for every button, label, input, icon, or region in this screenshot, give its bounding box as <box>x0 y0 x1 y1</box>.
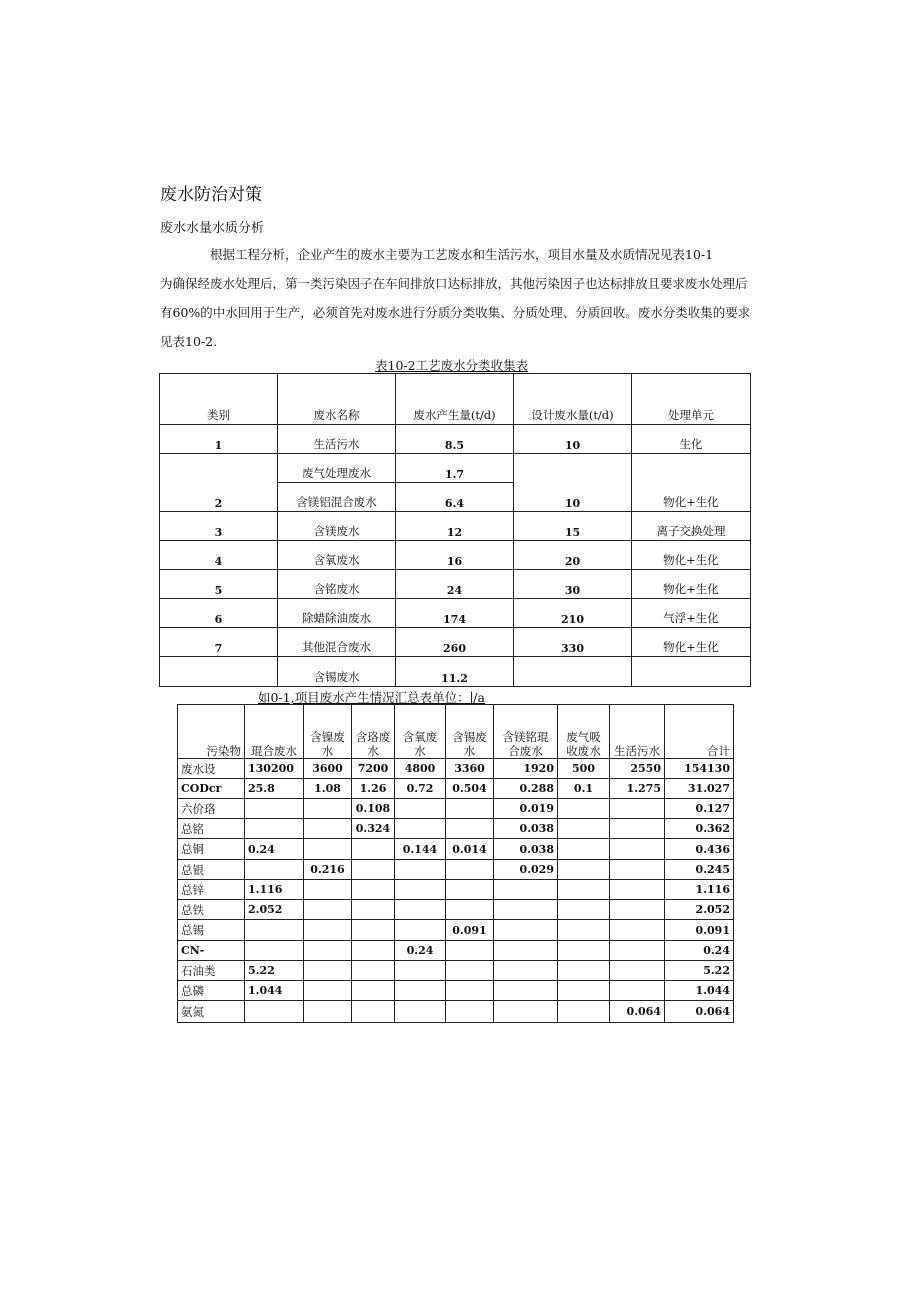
value-cell <box>304 1001 352 1023</box>
value-cell <box>610 819 665 839</box>
value-cell <box>610 920 665 941</box>
value-cell: 1.044 <box>665 981 734 1001</box>
value-cell: 5.22 <box>665 961 734 981</box>
category-cell: 2 <box>160 454 278 512</box>
value-cell <box>245 1001 304 1023</box>
value-cell <box>446 981 494 1001</box>
value-cell: 2.052 <box>665 900 734 920</box>
header-cell: 废水产生量(t/d) <box>396 374 514 425</box>
value-cell <box>446 941 494 961</box>
value-cell: 1.116 <box>245 880 304 900</box>
pollutant-cell: 总铜 <box>178 839 245 860</box>
wastewater-classification-table <box>159 373 751 687</box>
value-cell <box>245 920 304 941</box>
value-cell <box>245 941 304 961</box>
value-cell: 0.144 <box>395 839 446 860</box>
design-cell: 15 <box>514 512 632 541</box>
value-cell: 1.116 <box>665 880 734 900</box>
table-row <box>178 759 734 779</box>
design-cell: 10 <box>514 425 632 454</box>
header-cell: 含氧废水 <box>395 705 446 759</box>
value-cell <box>558 860 610 880</box>
value-cell <box>494 961 558 981</box>
wastewater-summary-table <box>177 704 734 1023</box>
paragraph-line: 为确保经废水处理后，第一类污染因子在车间排放口达标排放，其他污染因子也达标排放且要求废水处理后 <box>160 276 748 291</box>
value-cell <box>304 920 352 941</box>
value-cell <box>395 880 446 900</box>
table-row <box>178 920 734 941</box>
pollutant-cell: 总锡 <box>178 920 245 941</box>
unit-cell: 物化+生化 <box>632 628 751 657</box>
value-cell <box>395 900 446 920</box>
value-cell: 0.362 <box>665 819 734 839</box>
value-cell <box>610 880 665 900</box>
value-cell <box>352 920 395 941</box>
table2-caption: 如0-1,项目废水产生情况汇总表单位：∣/a <box>258 690 485 705</box>
value-cell: 5.22 <box>245 961 304 981</box>
table-row <box>160 628 751 657</box>
value-cell <box>245 819 304 839</box>
category-cell <box>160 657 278 687</box>
value-cell <box>610 941 665 961</box>
value-cell: 2550 <box>610 759 665 779</box>
value-cell <box>558 799 610 819</box>
value-cell <box>304 839 352 860</box>
production-cell: 11.2 <box>396 657 514 687</box>
name-cell: 生活污水 <box>278 425 396 454</box>
production-cell: 260 <box>396 628 514 657</box>
pollutant-cell: 六价珞 <box>178 799 245 819</box>
value-cell: 0.029 <box>494 860 558 880</box>
value-cell <box>304 981 352 1001</box>
value-cell <box>352 880 395 900</box>
value-cell <box>352 839 395 860</box>
value-cell <box>610 981 665 1001</box>
value-cell: 0.216 <box>304 860 352 880</box>
category-cell: 6 <box>160 599 278 628</box>
production-cell: 6.4 <box>396 483 514 512</box>
value-cell <box>352 941 395 961</box>
value-cell <box>352 1001 395 1023</box>
value-cell: 0.24 <box>395 941 446 961</box>
header-cell: 生活污水 <box>610 705 665 759</box>
value-cell: 0.245 <box>665 860 734 880</box>
pollutant-cell: 总铁 <box>178 900 245 920</box>
value-cell: 31.027 <box>665 779 734 799</box>
table-row <box>178 819 734 839</box>
value-cell <box>558 839 610 860</box>
name-cell: 含铭废水 <box>278 570 396 599</box>
value-cell <box>395 860 446 880</box>
value-cell <box>558 961 610 981</box>
value-cell: 3600 <box>304 759 352 779</box>
design-cell: 330 <box>514 628 632 657</box>
production-cell: 1.7 <box>396 454 514 483</box>
production-cell: 8.5 <box>396 425 514 454</box>
paragraph-line: 根据工程分析，企业产生的废水主要为工艺废水和生活污水，项目水量及水质情况见表10-1 <box>210 247 714 262</box>
value-cell <box>610 900 665 920</box>
value-cell <box>494 900 558 920</box>
unit-cell <box>632 657 751 687</box>
section-subheading: 废水水量水质分析 <box>160 221 265 236</box>
design-cell <box>514 657 632 687</box>
value-cell <box>395 819 446 839</box>
value-cell <box>610 799 665 819</box>
header-cell: 含珞废水 <box>352 705 395 759</box>
value-cell <box>395 920 446 941</box>
value-cell <box>446 860 494 880</box>
value-cell: 0.24 <box>245 839 304 860</box>
table-row <box>160 657 751 687</box>
design-cell: 30 <box>514 570 632 599</box>
pollutant-cell: 石油类 <box>178 961 245 981</box>
value-cell <box>446 961 494 981</box>
value-cell: 0.1 <box>558 779 610 799</box>
value-cell <box>395 961 446 981</box>
value-cell <box>610 961 665 981</box>
header-cell: 类别 <box>160 374 278 425</box>
design-cell: 10 <box>514 454 632 512</box>
value-cell: 0.064 <box>610 1001 665 1023</box>
value-cell <box>352 860 395 880</box>
value-cell: 0.108 <box>352 799 395 819</box>
table-row <box>160 541 751 570</box>
value-cell <box>558 941 610 961</box>
value-cell: 0.324 <box>352 819 395 839</box>
name-cell: 含镁废水 <box>278 512 396 541</box>
value-cell <box>494 981 558 1001</box>
table-header-row <box>178 705 734 759</box>
category-cell: 4 <box>160 541 278 570</box>
name-cell: 含镁铝混合废水 <box>278 483 396 512</box>
value-cell <box>395 799 446 819</box>
unit-cell: 物化+生化 <box>632 570 751 599</box>
value-cell <box>395 981 446 1001</box>
table-row <box>178 880 734 900</box>
pollutant-cell: 总铭 <box>178 819 245 839</box>
value-cell: 1.08 <box>304 779 352 799</box>
value-cell: 7200 <box>352 759 395 779</box>
value-cell: 0.127 <box>665 799 734 819</box>
table-row <box>160 570 751 599</box>
name-cell: 除蜡除油废水 <box>278 599 396 628</box>
pollutant-cell: 总锌 <box>178 880 245 900</box>
value-cell: 1920 <box>494 759 558 779</box>
value-cell <box>304 941 352 961</box>
value-cell: 130200 <box>245 759 304 779</box>
table-header-row <box>160 374 751 425</box>
production-cell: 16 <box>396 541 514 570</box>
design-cell: 20 <box>514 541 632 570</box>
table-row <box>178 900 734 920</box>
value-cell: 0.014 <box>446 839 494 860</box>
value-cell: 0.064 <box>665 1001 734 1023</box>
value-cell <box>494 880 558 900</box>
value-cell <box>304 819 352 839</box>
header-cell: 污染物 <box>178 705 245 759</box>
value-cell <box>352 961 395 981</box>
value-cell <box>446 900 494 920</box>
value-cell <box>245 860 304 880</box>
table-row <box>160 454 751 483</box>
name-cell: 含氧废水 <box>278 541 396 570</box>
table-row <box>178 779 734 799</box>
value-cell: 500 <box>558 759 610 779</box>
category-cell: 7 <box>160 628 278 657</box>
table-row <box>178 961 734 981</box>
production-cell: 24 <box>396 570 514 599</box>
table-row <box>160 599 751 628</box>
value-cell: 1.275 <box>610 779 665 799</box>
value-cell <box>558 819 610 839</box>
intro-paragraph <box>160 240 770 356</box>
table-row <box>160 425 751 454</box>
value-cell: 0.288 <box>494 779 558 799</box>
header-cell: 处理单元 <box>632 374 751 425</box>
production-cell: 174 <box>396 599 514 628</box>
value-cell <box>304 900 352 920</box>
value-cell: 0.091 <box>665 920 734 941</box>
pollutant-cell: 废水设 <box>178 759 245 779</box>
unit-cell: 生化 <box>632 425 751 454</box>
value-cell: 25.8 <box>245 779 304 799</box>
category-cell: 3 <box>160 512 278 541</box>
value-cell: 0.72 <box>395 779 446 799</box>
unit-cell: 离子交换处理 <box>632 512 751 541</box>
header-cell: 废水名称 <box>278 374 396 425</box>
value-cell <box>610 860 665 880</box>
value-cell: 1.044 <box>245 981 304 1001</box>
unit-cell: 气浮+生化 <box>632 599 751 628</box>
value-cell: 1.26 <box>352 779 395 799</box>
pollutant-cell: CN- <box>178 941 245 961</box>
value-cell <box>558 880 610 900</box>
table-row <box>178 799 734 819</box>
value-cell: 0.038 <box>494 819 558 839</box>
value-cell <box>494 920 558 941</box>
pollutant-cell: CODcr <box>178 779 245 799</box>
value-cell: 2.052 <box>245 900 304 920</box>
header-cell: 废气吸收废水 <box>558 705 610 759</box>
value-cell <box>446 880 494 900</box>
value-cell <box>558 920 610 941</box>
header-cell: 设计废水量(t/d) <box>514 374 632 425</box>
value-cell <box>352 981 395 1001</box>
unit-cell: 物化+生化 <box>632 541 751 570</box>
value-cell: 0.091 <box>446 920 494 941</box>
value-cell <box>558 981 610 1001</box>
category-cell: 1 <box>160 425 278 454</box>
value-cell <box>558 1001 610 1023</box>
value-cell <box>494 941 558 961</box>
header-cell: 琨合废水 <box>245 705 304 759</box>
value-cell <box>304 880 352 900</box>
category-cell: 5 <box>160 570 278 599</box>
table-row <box>178 1001 734 1023</box>
value-cell: 4800 <box>395 759 446 779</box>
table-row <box>178 839 734 860</box>
value-cell <box>494 1001 558 1023</box>
unit-cell: 物化+生化 <box>632 454 751 512</box>
name-cell: 废气处理废水 <box>278 454 396 483</box>
header-cell: 含锡废水 <box>446 705 494 759</box>
value-cell: 0.038 <box>494 839 558 860</box>
value-cell <box>446 819 494 839</box>
pollutant-cell: 氨氮 <box>178 1001 245 1023</box>
value-cell: 0.436 <box>665 839 734 860</box>
value-cell <box>245 799 304 819</box>
header-cell: 合计 <box>665 705 734 759</box>
table-row <box>178 981 734 1001</box>
pollutant-cell: 总银 <box>178 860 245 880</box>
table-row <box>178 860 734 880</box>
table1-caption: 表10-2工艺废水分类收集表 <box>375 358 529 373</box>
value-cell: 0.504 <box>446 779 494 799</box>
paragraph-line: 有60%的中水回用于生产，必须首先对废水进行分质分类收集、分质处理、分质回收。废水分类收集的要求 <box>160 305 751 320</box>
value-cell <box>610 839 665 860</box>
name-cell: 含锡废水 <box>278 657 396 687</box>
production-cell: 12 <box>396 512 514 541</box>
header-cell: 含镁铭琨合废水 <box>494 705 558 759</box>
value-cell <box>446 799 494 819</box>
value-cell: 0.019 <box>494 799 558 819</box>
value-cell <box>446 1001 494 1023</box>
pollutant-cell: 总磷 <box>178 981 245 1001</box>
value-cell <box>395 1001 446 1023</box>
name-cell: 其他混合废水 <box>278 628 396 657</box>
value-cell <box>304 799 352 819</box>
table-row <box>178 941 734 961</box>
value-cell: 3360 <box>446 759 494 779</box>
value-cell: 154130 <box>665 759 734 779</box>
table-row <box>160 512 751 541</box>
page-heading: 废水防治对策 <box>160 185 262 205</box>
value-cell: 0.24 <box>665 941 734 961</box>
value-cell <box>352 900 395 920</box>
paragraph-line: 见表10-2. <box>160 334 218 349</box>
design-cell: 210 <box>514 599 632 628</box>
header-cell: 含镍废水 <box>304 705 352 759</box>
value-cell <box>558 900 610 920</box>
value-cell <box>304 961 352 981</box>
